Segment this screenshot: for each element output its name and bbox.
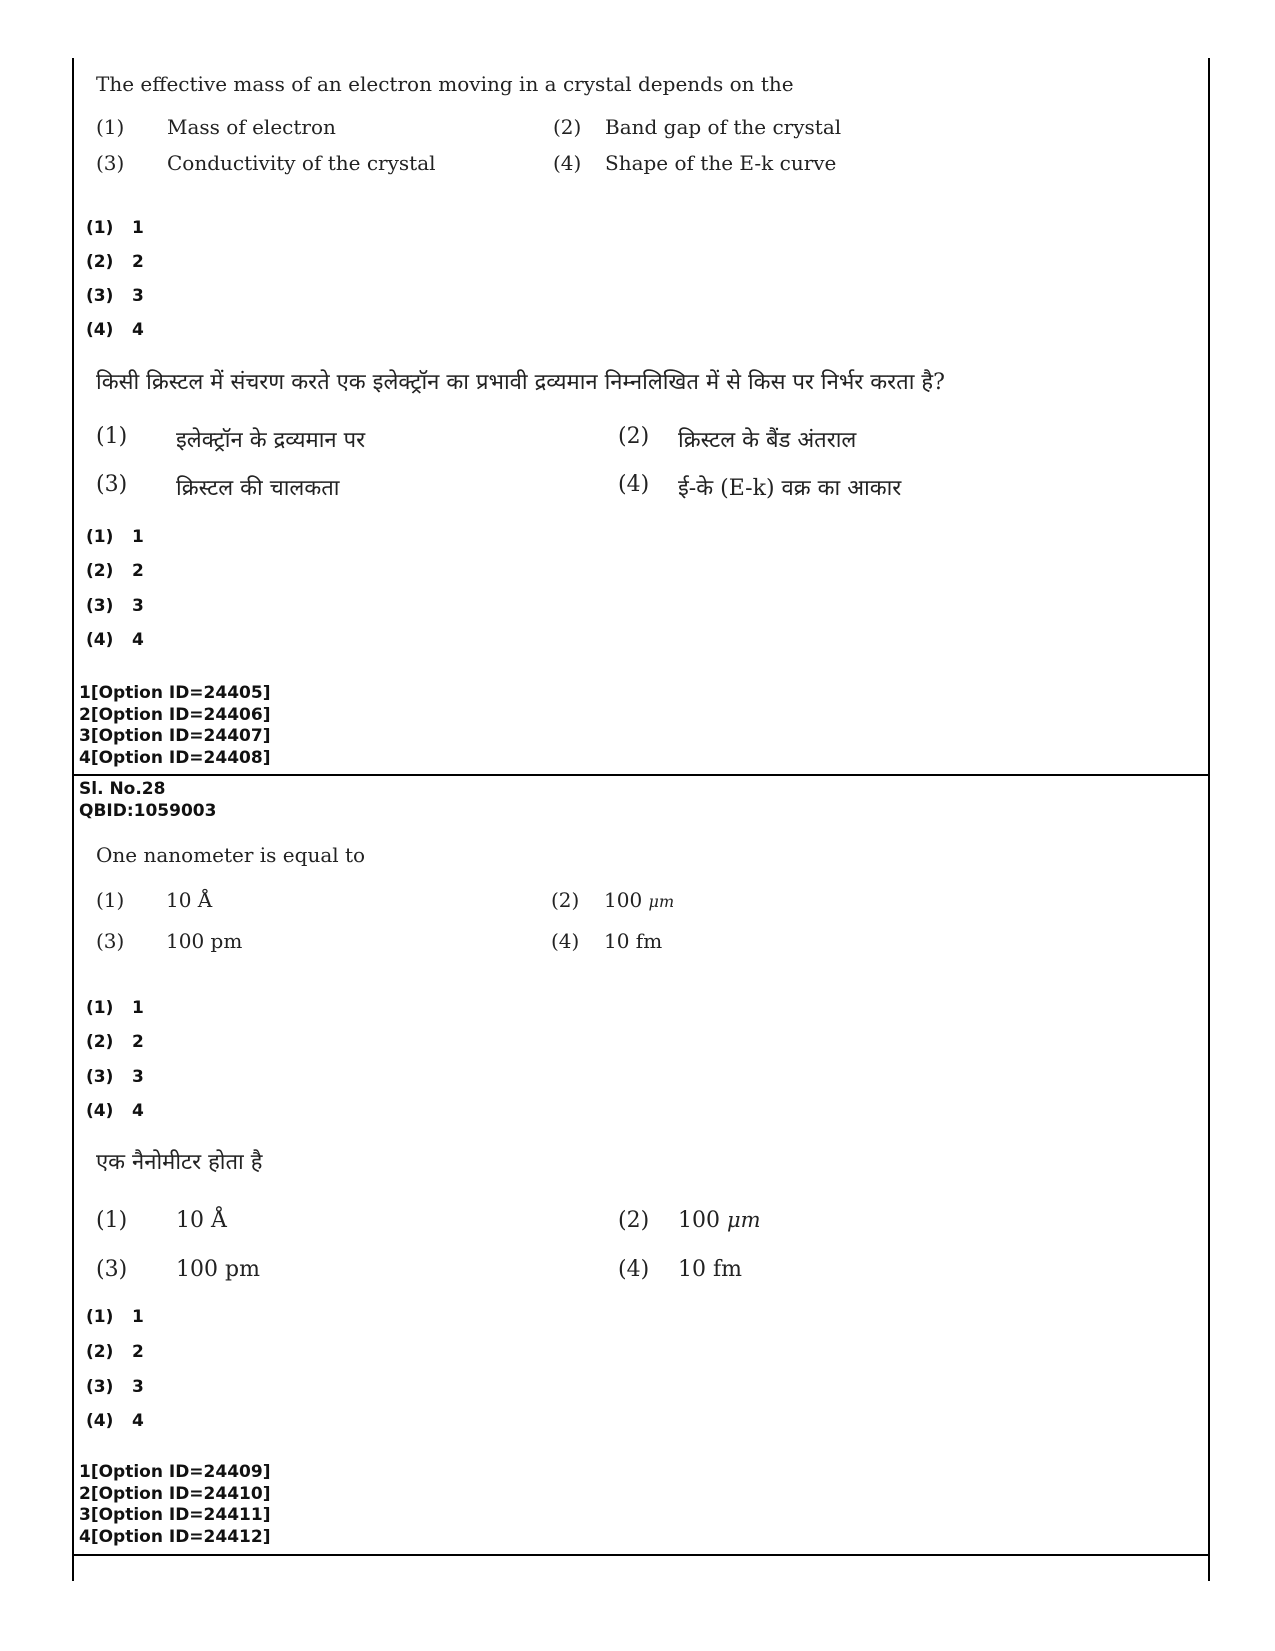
choice-label: (2) [86,561,114,581]
q28-hi-choice-3 [86,1377,144,1397]
q27-hi-choice-1 [86,527,144,547]
q27-hi-option-2-text: क्रिस्टल के बैंड अंतराल [678,428,857,453]
choice-value: 3 [132,1377,144,1397]
q27-en-option-1-text: Mass of electron [167,115,336,139]
choice-value: 3 [132,286,144,306]
choice-label: (3) [86,596,114,616]
q27-en-choice-2 [86,252,144,272]
option-id-line: 1[Option ID=24409] [79,1462,271,1482]
q27-en-option-4-num: (4) [553,151,582,175]
q27-hi-choice-4 [86,630,144,650]
choice-label: (3) [86,1067,114,1087]
q27-en-choice-4 [86,320,144,340]
option-id-line: 3[Option ID=24407] [79,726,271,747]
serial-number: Sl. No.28 [79,779,166,799]
q28-en-option-3-num: (3) [96,929,125,953]
q27-hi-option-4-text: ई-के (E-k) वक्र का आकार [678,476,902,501]
q28-en-choice-1 [86,998,144,1018]
choice-value: 2 [132,1342,144,1362]
q28-en-option-1-text: 10 Å [166,888,213,912]
choice-value: 1 [132,1307,144,1327]
choice-label: (3) [86,1377,114,1397]
choice-value: 4 [132,1411,144,1431]
q28-hi-option-3-text: 100 pm [176,1257,260,1282]
q27-en-choice-3 [86,286,144,306]
choice-label: (1) [86,1307,114,1327]
q28-header [79,779,216,822]
q28-en-option-3-text: 100 pm [166,929,243,953]
option-id-line: 4[Option ID=24408] [79,748,271,769]
choice-value: 3 [132,596,144,616]
choice-label: (2) [86,1032,114,1052]
choice-label: (2) [86,1342,114,1362]
option-id-line: 2[Option ID=24410] [79,1483,271,1504]
q27-hi-option-4-num: (4) [618,472,650,497]
q28-en-option-4-num: (4) [551,929,580,953]
option-id-line: 4[Option ID=24412] [79,1527,271,1548]
choice-label: (4) [86,1101,114,1121]
q28-en-option-1-num: (1) [96,888,125,912]
q28-en-option-2-text [604,888,674,912]
choice-label: (1) [86,527,114,547]
q28-en-choice-2 [86,1032,144,1052]
q27-en-option-2-text: Band gap of the crystal [605,115,842,139]
q27-en-option-2-num: (2) [553,115,582,139]
q28-en-choice-3 [86,1067,144,1087]
q27-en-option-3-text: Conductivity of the crystal [167,151,436,175]
choice-value: 2 [132,1032,144,1052]
choice-value: 1 [132,218,144,238]
q27-en-option-3-num: (3) [96,151,125,175]
q28-hi-option-4-text: 10 fm [678,1257,742,1282]
q28-hi-option-1-num: (1) [96,1208,128,1233]
q28-hi-choice-2 [86,1342,144,1362]
question-28-stem-en: One nanometer is equal to [96,843,366,867]
q28-en-option-2-num: (2) [551,888,580,912]
q28-en-option-4-text: 10 fm [604,929,663,953]
choice-value: 4 [132,630,144,650]
option-unit: μm [727,1208,761,1232]
question-27-stem-hi: किसी क्रिस्टल में संचरण करते एक इलेक्ट्रॉन का प्रभावी द्रव्यमान निम्नलिखित में से किस पर निर्भर करता है? [96,370,945,395]
choice-label: (4) [86,1411,114,1431]
option-value: 100 [678,1208,720,1233]
choice-label: (4) [86,320,114,340]
right-border-line [1208,58,1210,1581]
q27-option-id-list [79,683,270,770]
q27-hi-option-2-num: (2) [618,424,650,449]
left-border-line [72,58,74,1581]
choice-value: 2 [132,561,144,581]
choice-value: 4 [132,1101,144,1121]
choice-value: 3 [132,1067,144,1087]
choice-value: 4 [132,320,144,340]
q27-hi-option-3-text: क्रिस्टल की चालकता [176,476,340,501]
option-value: 100 [604,888,643,912]
q28-hi-option-3-num: (3) [96,1257,128,1282]
option-unit: μm [648,892,675,911]
q28-en-choice-4 [86,1101,144,1121]
q27-hi-choice-3 [86,596,144,616]
q27-hi-option-1-num: (1) [96,424,128,449]
choice-label: (4) [86,630,114,650]
q28-hi-option-4-num: (4) [618,1257,650,1282]
qbid: QBID:1059003 [79,800,217,821]
q27-hi-option-1-text: इलेक्ट्रॉन के द्रव्यमान पर [176,428,366,453]
choice-label: (2) [86,252,114,272]
q27-en-option-4-text: Shape of the E-k curve [605,151,837,175]
choice-value: 1 [132,998,144,1018]
q28-option-id-list [79,1462,270,1549]
q28-hi-option-2-num: (2) [618,1208,650,1233]
q27-en-option-1-num: (1) [96,115,125,139]
question-divider [72,1554,1209,1556]
question-27-stem-en: The effective mass of an electron moving in a crystal depends on the [96,72,794,96]
choice-label: (3) [86,286,114,306]
q28-hi-choice-1 [86,1307,144,1327]
option-id-line: 1[Option ID=24405] [79,683,271,703]
q27-hi-option-3-num: (3) [96,472,128,497]
choice-value: 1 [132,527,144,547]
question-28-stem-hi: एक नैनोमीटर होता है [96,1150,263,1175]
q28-hi-option-2-text [678,1208,761,1233]
option-id-line: 3[Option ID=24411] [79,1505,271,1526]
choice-value: 2 [132,252,144,272]
question-divider [72,774,1209,776]
choice-label: (1) [86,218,114,238]
q27-en-choice-1 [86,218,144,238]
q28-hi-choice-4 [86,1411,144,1431]
option-id-line: 2[Option ID=24406] [79,704,271,725]
q27-hi-choice-2 [86,561,144,581]
choice-label: (1) [86,998,114,1018]
q28-hi-option-1-text: 10 Å [176,1208,227,1233]
